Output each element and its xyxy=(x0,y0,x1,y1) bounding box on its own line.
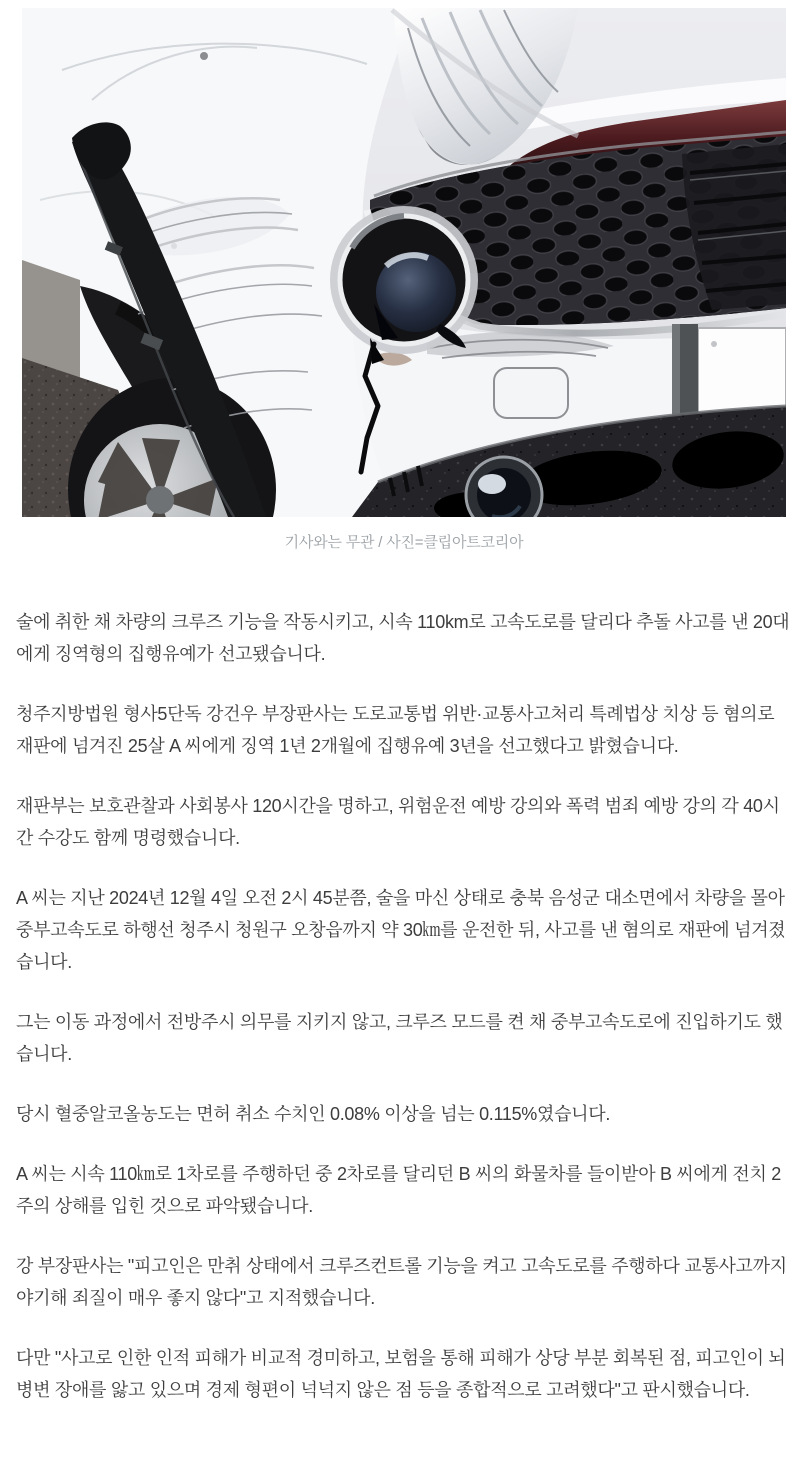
article-paragraph: A 씨는 시속 110㎞로 1차로를 주행하던 중 2차로를 달리던 B 씨의 화물차를 들이받아 B 씨에게 전치 2주의 상해를 입힌 것으로 파악됐습니다. xyxy=(16,1164,781,1216)
article-paragraph: 강 부장판사는 "피고인은 만취 상태에서 크루즈컨트롤 기능을 켜고 고속도로를 주행하다 교통사고까지 야기해 죄질이 매우 좋지 않다"고 지적했습니다. xyxy=(16,1256,787,1308)
article-body xyxy=(16,606,792,1406)
photo-caption: 기사와는 무관 / 사진=클립아트코리아 xyxy=(284,534,524,551)
article-paragraph: 재판부는 보호관찰과 사회봉사 120시간을 명하고, 위험운전 예방 강의와 폭력 범죄 예방 강의 각 40시간 수강도 함께 명령했습니다. xyxy=(16,796,780,848)
article-figure xyxy=(22,8,786,554)
article-paragraph: A 씨는 지난 2024년 12월 4일 오전 2시 45분쯤, 술을 마신 상태로 충북 음성군 대소면에서 차량을 몰아 중부고속도로 하행선 청주시 청원구 오창읍까지 약 30㎞를 운전한 뒤, 사고를 낸 혐의로 재판에 넘겨졌습니다. xyxy=(16,888,786,972)
article-paragraph: 다만 "사고로 인한 인적 피해가 비교적 경미하고, 보험을 통해 피해가 상당 부분 회복된 점, 피고인이 뇌병변 장애를 앓고 있으며 경제 형편이 넉넉지 않은 점 등을 종합적으로 고려했다"고 판시했습니다. xyxy=(16,1348,786,1400)
article-paragraph: 당시 혈중알코올농도는 면허 취소 수치인 0.08% 이상을 넘는 0.115%였습니다. xyxy=(16,1104,611,1124)
article-paragraph: 청주지방법원 형사5단독 강건우 부장판사는 도로교통법 위반·교통사고처리 특례법상 치상 등 혐의로 재판에 넘겨진 25살 A 씨에게 징역 1년 2개월에 집행유예 3년을 선고했다고 밝혔습니다. xyxy=(16,704,775,756)
tow-hook-cover xyxy=(494,368,568,418)
fender-hole xyxy=(200,52,208,60)
damaged-car-photo-illustration xyxy=(22,8,786,517)
article-photo xyxy=(22,8,786,517)
article-page xyxy=(0,8,808,1406)
fog-light xyxy=(466,457,542,517)
broken-headlamp-hole xyxy=(334,210,474,350)
article-paragraph: 그는 이동 과정에서 전방주시 의무를 지키지 않고, 크루즈 모드를 켠 채 중부고속도로에 진입하기도 했습니다. xyxy=(16,1012,783,1064)
article-paragraph: 술에 취한 채 차량의 크루즈 기능을 작동시키고, 시속 110km로 고속도로를 달리다 추돌 사고를 낸 20대에게 징역형의 집행유예가 선고됐습니다. xyxy=(16,612,790,664)
